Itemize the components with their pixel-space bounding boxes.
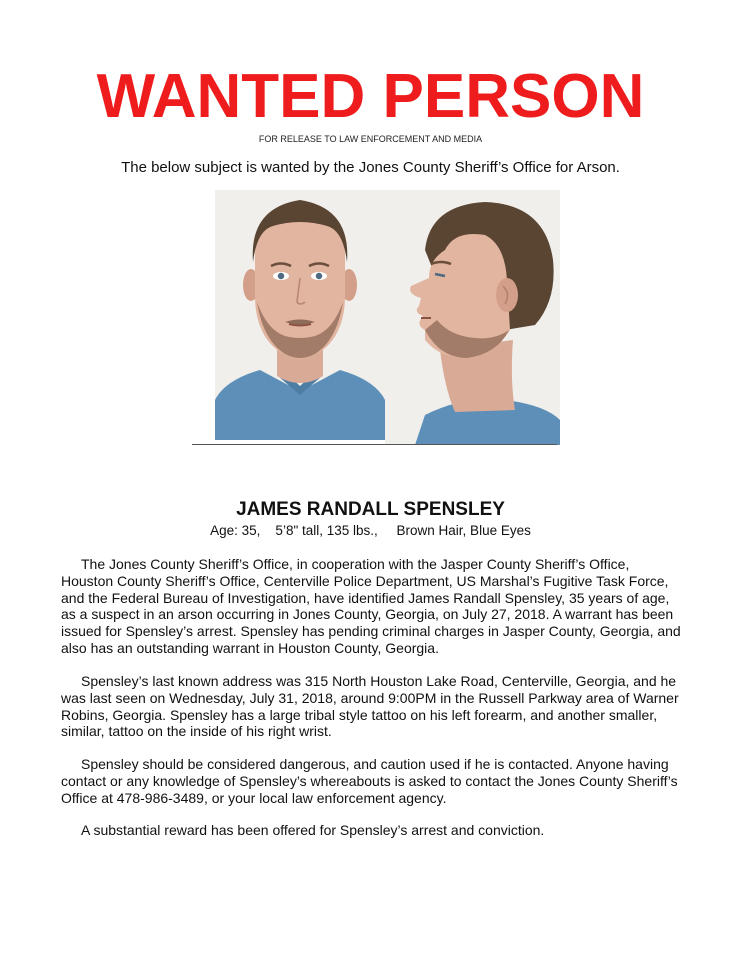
paragraph-last-seen: Spensley’s last known address was 315 North Houston Lake Road, Centerville, Georgia, and he was last seen on Wednesday, July 31, 2018, around 9:00PM in the Russell Parkway area of Warner Robins, Georgia. Spensley has a large tribal style tattoo on his left forearm, and another smaller, similar, tattoo on the inside of his right wrist. [61,673,679,740]
mugshot-profile-photo [385,190,560,445]
intro-text: The below subject is wanted by the Jones County Sheriff’s Office for Arson. [121,159,620,176]
photo-divider-line [192,444,557,445]
paragraph-caution-contact: Spensley should be considered dangerous, and caution used if he is contacted. Anyone having contact or any knowledge of Spensley’s whereabouts is asked to contact the Jones County Sheriff’s Office at 478-986-3489, or your local law enforcement agency. [61,756,678,806]
headline: WANTED PERSON [96,62,645,131]
mugshot-front-photo [215,190,385,440]
subject-descriptors: Age: 35, 5’8" tall, 135 lbs., Brown Hair, Blue Eyes [210,523,531,538]
paragraph-reward: A substantial reward has been offered for Spensley’s arrest and conviction. [81,822,545,838]
paragraph-investigation: The Jones County Sheriff’s Office, in cooperation with the Jasper County Sheriff’s Office, Houston County Sheriff’s Office, Centerville Police Department, US Marshal’s Fugitive Task Force, and the Federal Bureau of Investigation, have identified James Randall Spensley, 35 years of age, as a suspect in an arson occurring in Jones County, Georgia, on July 27, 2018. A warrant has been issued for Spensley’s arrest. Spensley has pending criminal charges in Jasper County, Georgia, and also has an outstanding warrant in Houston County, Georgia. [61,556,681,656]
release-note: FOR RELEASE TO LAW ENFORCEMENT AND MEDIA [258,134,483,144]
subject-name: JAMES RANDALL SPENSLEY [236,499,505,520]
